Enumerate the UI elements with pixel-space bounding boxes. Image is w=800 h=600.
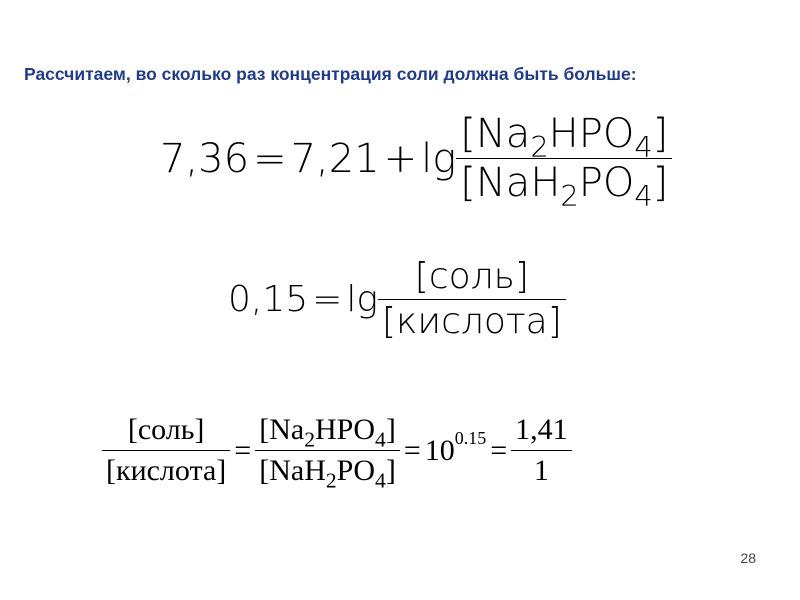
eq1-equals: =: [253, 135, 287, 182]
eq2-fraction: [378, 255, 566, 344]
eq3-numerator-2: $[Na_2HPO_4]$: [259, 413, 396, 452]
eq3-result-fraction: [511, 410, 572, 491]
eq3-phosphate-fraction: [255, 410, 400, 491]
ratio-result-equation: [102, 410, 572, 491]
eq3-equals-1: =: [234, 433, 252, 467]
eq3-numerator-1: [соль]: [127, 413, 205, 446]
eq1-fraction: [456, 110, 672, 214]
eq3-equals-3: =: [490, 433, 508, 467]
eq3-equals-2: =: [403, 433, 421, 467]
log-ratio-equation: [228, 255, 566, 344]
eq1-pka: 7,21: [290, 135, 380, 182]
slide-heading: Рассчитаем, во сколько раз концентрация соли должна быть больше:: [24, 64, 637, 84]
eq1-lhs: 7,36: [160, 135, 250, 182]
eq3-exponent: 0.15: [454, 427, 487, 448]
eq2-lg: lg: [346, 279, 378, 320]
page-number: 28: [740, 550, 756, 566]
eq3-salt-acid-fraction: [102, 410, 230, 491]
eq1-lg: lg: [421, 135, 457, 182]
eq3-base: 10: [424, 433, 455, 467]
eq3-denominator-1: [кислота]: [106, 454, 227, 487]
eq2-denominator: [кислота]: [381, 301, 562, 342]
eq3-denominator-3: 1: [533, 454, 549, 487]
eq1-plus: +: [383, 135, 418, 182]
eq1-numerator: $[Na_2HPO_4]$: [460, 111, 669, 165]
eq2-lhs: 0,15: [228, 279, 309, 320]
eq2-equals: =: [312, 279, 343, 320]
eq1-denominator: $[NaH_2PO_4]$: [460, 160, 669, 214]
eq3-power: [424, 427, 487, 468]
eq3-denominator-2: $[NaH_2PO_4]$: [259, 454, 396, 493]
eq2-numerator: [соль]: [414, 256, 529, 297]
eq3-numerator-3: 1,41: [515, 413, 568, 446]
henderson-equation: [160, 110, 672, 214]
